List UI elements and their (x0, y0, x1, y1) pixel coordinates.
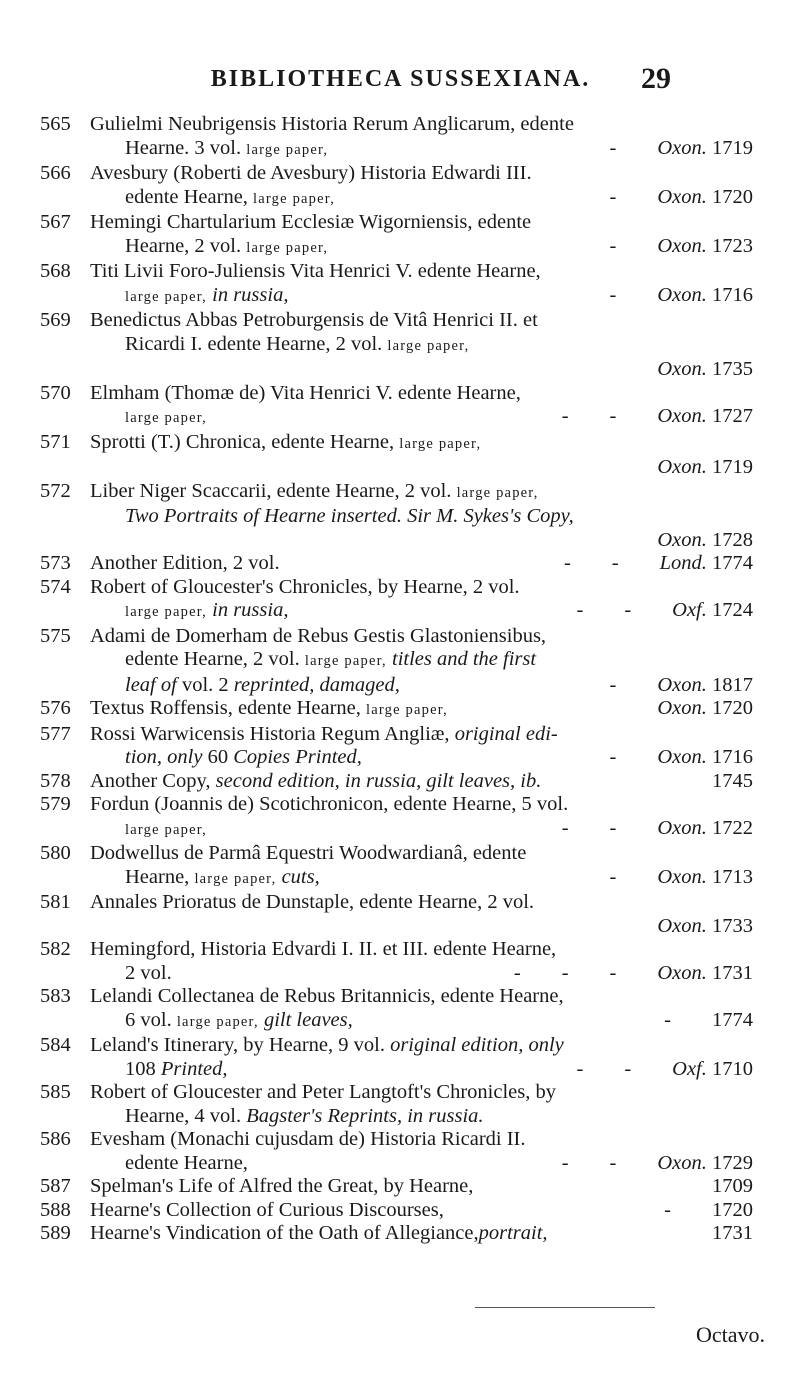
lot-number: 576 (40, 697, 71, 719)
entry-line: leaf of vol. 2 reprinted, damaged, - Oxon. 1817 (125, 673, 753, 696)
lot-number: 584 (40, 1034, 71, 1056)
entry-line: Hearne. 3 vol. large paper, - Oxon. 1719 (125, 136, 753, 159)
entry-line: Hearne's Vindication of the Oath of Allegiance,portrait, 1731 (90, 1222, 753, 1244)
page-header (0, 62, 801, 102)
lot-number: 587 (40, 1175, 71, 1197)
catalogue-entry (0, 793, 801, 842)
entry-line: Dodwellus de Parmâ Equestri Woodwardianâ, edente (90, 842, 527, 864)
lot-number: 571 (40, 430, 71, 453)
catalogue-entry (0, 382, 801, 431)
lot-number: 579 (40, 793, 71, 815)
catalogue-entry (0, 1034, 801, 1081)
entry-line: Lelandi Collectanea de Rebus Britannicis, edente Hearne, (90, 985, 564, 1007)
catalogue-entry (0, 211, 801, 260)
lot-number: 580 (40, 842, 71, 864)
entry-line: tion, only 60 Copies Printed, - Oxon. 1716 (125, 746, 753, 768)
lot-number: 569 (40, 309, 71, 331)
catalogue-entry (0, 1175, 801, 1199)
catalogue-entry (0, 162, 801, 211)
lot-number: 585 (40, 1081, 71, 1103)
catalogue-entry (0, 260, 801, 309)
lot-number: 588 (40, 1198, 71, 1221)
entry-line: Titi Livii Foro-Juliensis Vita Henrici V. edente Hearne, (90, 260, 541, 282)
catalogue-entry (0, 480, 801, 553)
catalogue-entry (0, 1222, 801, 1246)
entry-line: Adami de Domerham de Rebus Gestis Glastoniensibus, (90, 624, 547, 647)
entry-line: Avesbury (Roberti de Avesbury) Historia Edwardi III. (90, 162, 532, 184)
entry-line: Annales Prioratus de Dunstaple, edente Hearne, 2 vol. (90, 891, 535, 913)
entry-line: Hearne, 4 vol. Bagster's Reprints, in russia. (125, 1104, 484, 1127)
entry-line: Robert of Gloucester and Peter Langtoft's Chronicles, by (90, 1081, 556, 1103)
entry-line: Benedictus Abbas Petroburgensis de Vitâ Henrici II. et (90, 309, 538, 331)
catalogue-entry (0, 625, 801, 698)
entry-line: edente Hearne, large paper, - Oxon. 1720 (125, 185, 753, 208)
catalogue-entry (0, 842, 801, 891)
entry-line: Evesham (Monachi cujusdam de) Historia Ricardi II. (90, 1128, 526, 1150)
lot-number: 577 (40, 722, 71, 745)
catalogue-entry (0, 309, 801, 382)
lot-number: 572 (40, 479, 71, 502)
entry-line: Two Portraits of Hearne inserted. Sir M. Sykes's Copy, (125, 505, 574, 527)
entry-line: Fordun (Joannis de) Scotichronicon, edente Hearne, 5 vol. (90, 793, 569, 815)
entry-line: Leland's Itinerary, by Hearne, 9 vol. original edition, only (90, 1034, 564, 1056)
lot-number: 574 (40, 575, 71, 598)
entry-line: Hemingford, Historia Edvardi I. II. et III. edente Hearne, (90, 938, 557, 960)
catalogue-entry (0, 1081, 801, 1128)
lot-number: 581 (40, 891, 71, 913)
catalogue-entries (0, 113, 801, 1246)
catalogue-entry (0, 1128, 801, 1175)
entry-line: Rossi Warwicensis Historia Regum Angliæ, original edi- (90, 722, 558, 745)
catalogue-entry (0, 938, 801, 985)
entry-line: edente Hearne, 2 vol. large paper, titles and the first (125, 648, 537, 670)
entry-line: Sprotti (T.) Chronica, edente Hearne, large paper, (90, 430, 482, 453)
entry-line: 108 Printed, - - Oxf. 1710 (125, 1057, 753, 1080)
lot-number: 586 (40, 1128, 71, 1150)
lot-number: 582 (40, 938, 71, 960)
lot-number: 578 (40, 769, 71, 792)
entry-line: large paper, in russia, - Oxon. 1716 (125, 283, 753, 306)
entry-line: Hearne, large paper, cuts, - Oxon. 1713 (125, 865, 753, 888)
lot-number: 575 (40, 624, 71, 647)
lot-number: 583 (40, 985, 71, 1007)
running-title: BIBLIOTHECA SUSSEXIANA. (210, 66, 591, 92)
entry-line: large paper, - - Oxon. 1722 (125, 816, 753, 839)
entry-line: Gulielmi Neubrigensis Historia Rerum Anglicarum, edente (90, 113, 574, 135)
entry-line: Hearne's Collection of Curious Discourses, - 1720 (90, 1198, 753, 1221)
lot-number: 589 (40, 1222, 71, 1244)
entry-line: 2 vol. - - - Oxon. 1731 (125, 961, 753, 984)
entry-line: Hearne, 2 vol. large paper, - Oxon. 1723 (125, 234, 753, 257)
entry-line: Textus Roffensis, edente Hearne, large paper, Oxon. 1720 (90, 697, 753, 719)
lot-number: 567 (40, 211, 71, 233)
catalogue-entry (0, 891, 801, 938)
lot-number: 566 (40, 162, 71, 184)
entry-line: Another Edition, 2 vol. - - Lond. 1774 (90, 552, 753, 574)
catalogue-entry (0, 113, 801, 162)
catalogue-entry (0, 552, 801, 576)
entry-line: 6 vol. large paper, gilt leaves, - 1774 (125, 1008, 753, 1031)
catalogue-entry (0, 576, 801, 625)
entry-line: Ricardi I. edente Hearne, 2 vol. large paper, (125, 332, 470, 355)
catalogue-entry (0, 985, 801, 1034)
entry-line: Robert of Gloucester's Chronicles, by Hearne, 2 vol. (90, 575, 520, 598)
lot-number: 568 (40, 260, 71, 282)
lot-number: 570 (40, 381, 71, 404)
entry-line: Another Copy, second edition, in russia, gilt leaves, ib. 1745 (90, 769, 753, 792)
lot-number: 573 (40, 552, 71, 574)
entry-line: Oxon. 1728 (657, 528, 753, 551)
entry-line: large paper, in russia, - - Oxf. 1724 (125, 599, 753, 621)
catalogue-entry (0, 697, 801, 723)
catalogue-entry (0, 431, 801, 480)
entry-line: Hemingi Chartularium Ecclesiæ Wigorniensis, edente (90, 211, 532, 233)
entry-line: Elmham (Thomæ de) Vita Henrici V. edente Hearne, (90, 381, 521, 404)
footer-rule (475, 1307, 655, 1308)
catalogue-entry (0, 723, 801, 770)
page-number: 29 (641, 62, 671, 95)
entry-line: Liber Niger Scaccarii, edente Hearne, 2 vol. large paper, (90, 479, 539, 502)
format-label: Octavo. (695, 1322, 765, 1347)
entry-line: Spelman's Life of Alfred the Great, by Hearne, 1709 (90, 1175, 753, 1197)
entry-line: Oxon. 1733 (657, 914, 753, 937)
catalogue-entry (0, 1199, 801, 1223)
entry-line: Oxon. 1735 (657, 358, 753, 380)
catalogue-entry (0, 770, 801, 794)
entry-line: large paper, - - Oxon. 1727 (125, 405, 753, 427)
entry-line: edente Hearne, - - Oxon. 1729 (125, 1151, 753, 1174)
entry-line: Oxon. 1719 (657, 456, 753, 478)
lot-number: 565 (40, 113, 71, 135)
